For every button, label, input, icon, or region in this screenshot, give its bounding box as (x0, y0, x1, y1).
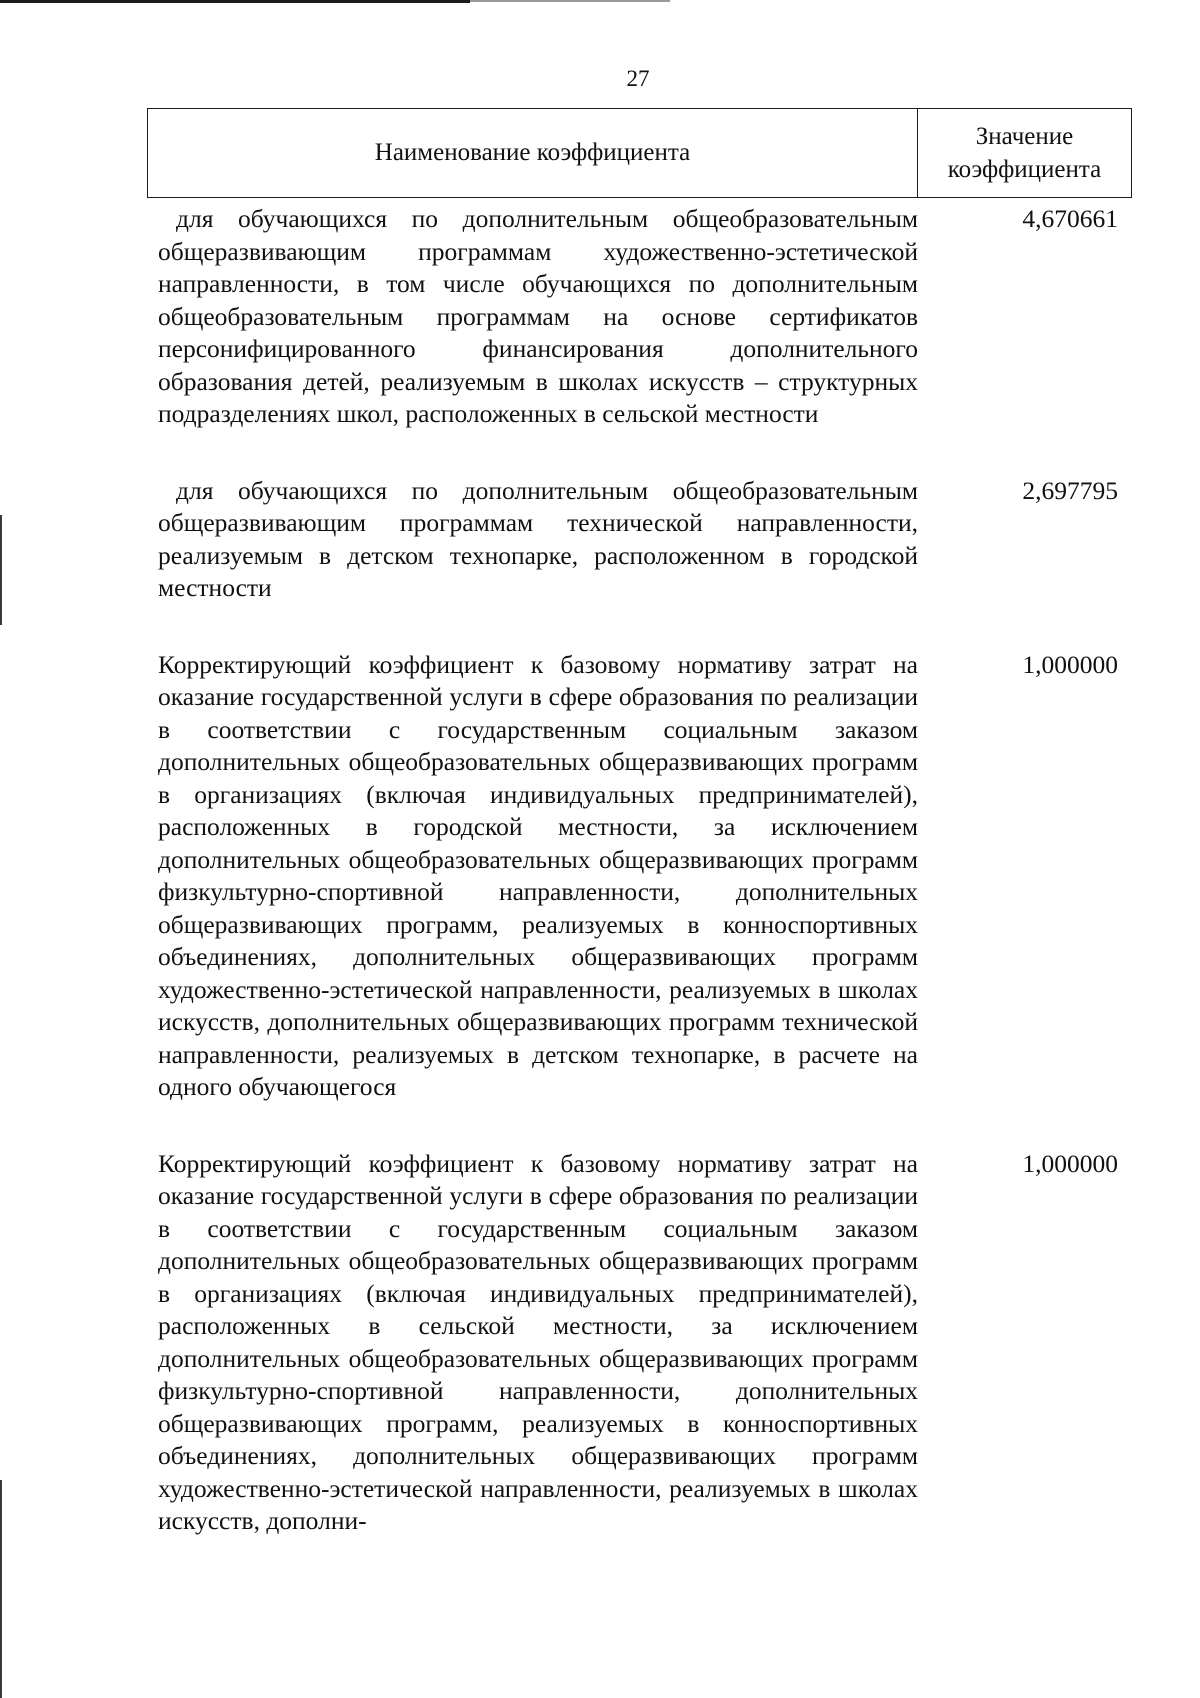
scan-left-edge-mark (0, 1480, 2, 1698)
column-header-name: Наименование коэффициента (148, 109, 918, 197)
coefficient-value: 1,000000 (1022, 1148, 1118, 1178)
coefficient-value: 2,697795 (1022, 475, 1118, 505)
scan-edge-artifact-fade (470, 0, 670, 2)
coefficient-name: для обучающихся по дополнительным общеобразовательным общеразвивающим программам технической направленности, реализуемым в детском технопарке, расположенном в городской местности (158, 475, 918, 602)
column-header-value (918, 109, 1131, 197)
column-header-value-line2: коэффициента (947, 156, 1102, 183)
table-header (147, 108, 1132, 198)
page-number: 27 (626, 66, 650, 91)
table-row (158, 203, 1118, 431)
coefficient-name: Корректирующий коэффициент к базовому нормативу затрат на оказание государственной услуги в сфере образования по реализации в соответствии с государственным социальным заказом дополнительных общеобразовательных общеразвивающих программ в организациях (включая индивидуальных предпринимателей), расположенных в сельской местности, за исключением дополнительных общеобразовательных общеразвивающих программ физкультурно-спортивной направленности, дополнительных общеразвивающих программ, реализуемых в конноспортивных объединениях, дополнительных общеразвивающих программ художественно-эстетической направленности, реализуемых в школах искусств, дополни- (158, 1148, 918, 1535)
coefficient-value: 1,000000 (1022, 649, 1118, 679)
table-row (158, 1148, 1118, 1538)
column-header-value-line1: Значение (975, 123, 1074, 150)
coefficient-value: 4,670661 (1022, 204, 1118, 233)
scan-left-edge-mark (0, 515, 2, 625)
coefficient-name: Корректирующий коэффициент к базовому нормативу затрат на оказание государственной услуги в сфере образования по реализации в соответствии с государственным социальным заказом дополнительных общеобразовательных общеразвивающих программ в организациях (включая индивидуальных предпринимателей), расположенных в городской местности, за исключением дополнительных общеобразовательных общеразвивающих программ физкультурно-спортивной направленности, дополнительных общеразвивающих программ, реализуемых в конноспортивных объединениях, дополнительных общеразвивающих программ художественно-эстетической направленности, реализуемых в школах искусств, дополнительных общеразвивающих программ технической направленности, реализуемых в детском технопарке, в расчете на одного обучающегося (158, 649, 918, 1101)
table-row (158, 475, 1118, 605)
table-row (158, 649, 1118, 1104)
coefficient-name: для обучающихся по дополнительным общеобразовательным общеразвивающим программам художественно-эстетической направленности, в том числе обучающихся по дополнительным общеобразовательным программам на основе сертификатов персонифицированного финансирования дополнительного образования детей, реализуемым в школах искусств – структурных подразделениях школ, расположенных в сельской местности (158, 204, 918, 428)
coefficient-table-body (158, 203, 1118, 1538)
scan-edge-artifact (0, 0, 470, 3)
